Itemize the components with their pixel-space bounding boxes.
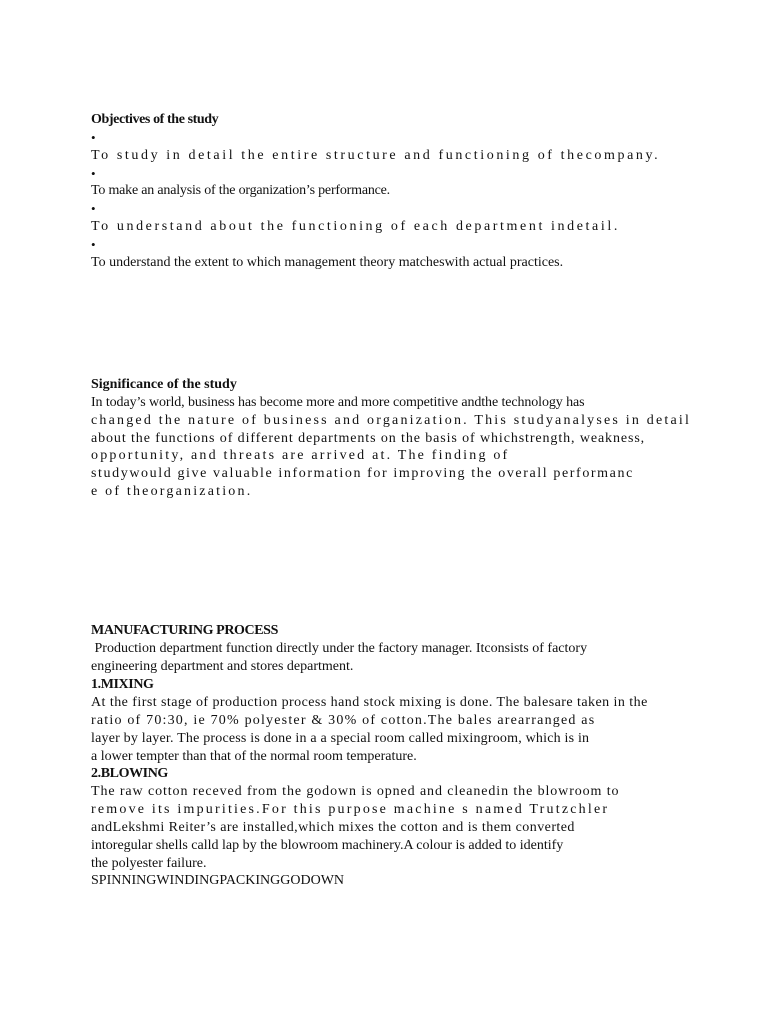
mixing-line-2: ratio of 70:30, ie 70% polyester & 30% of cotton.The bales arearranged as (91, 713, 596, 728)
blowing-line-4: intoregular shells calld lap by the blowroom machinery.A colour is added to identify (91, 838, 564, 853)
manufacturing-intro-line-2: engineering department and stores department. (91, 659, 354, 674)
mixing-line-1: At the first stage of production process hand stock mixing is done. The balesare taken in the (91, 695, 648, 710)
bullet-icon: • (91, 237, 96, 252)
mixing-heading: 1.MIXING (91, 677, 154, 692)
blowing-line-1: The raw cotton receved from the godown is opned and cleanedin the blowroom to (91, 784, 620, 799)
manufacturing-intro-line-1: Production department function directly under the factory manager. Itconsists of factory (91, 641, 588, 656)
blowing-line-3: andLekshmi Reiter’s are installed,which mixes the cotton and is them converted (91, 820, 575, 835)
bullet-icon: • (91, 130, 96, 145)
blowing-heading: 2.BLOWING (91, 766, 168, 781)
significance-line-6: e of theorganization. (91, 484, 253, 499)
blowing-line-2: remove its impurities.For this purpose machine s named Trutzchler (91, 802, 610, 817)
objective-item-1: To study in detail the entire structure and functioning of thecompany. (91, 148, 661, 163)
significance-heading: Significance of the study (91, 377, 237, 392)
significance-line-1: In today’s world, business has become more and more competitive andthe technology has (91, 395, 585, 410)
manufacturing-heading: MANUFACTURING PROCESS (91, 623, 278, 638)
objective-item-2: To make an analysis of the organization’s performance. (91, 183, 390, 198)
objectives-heading: Objectives of the study (91, 112, 219, 127)
mixing-line-3: layer by layer. The process is done in a a special room called mixingroom, which is in (91, 731, 590, 746)
objective-item-3: To understand about the functioning of each department indetail. (91, 219, 620, 234)
bullet-icon: • (91, 166, 96, 181)
significance-line-4: opportunity, and threats are arrived at. The finding of (91, 448, 510, 463)
blowing-line-5: the polyester failure. (91, 856, 207, 871)
objective-item-4: To understand the extent to which management theory matcheswith actual practices. (91, 255, 564, 270)
significance-line-2: changed the nature of business and organization. This studyanalyses in detail (91, 413, 692, 428)
bullet-icon: • (91, 201, 96, 216)
significance-line-3: about the functions of different departments on the basis of whichstrength, weakness, (91, 431, 646, 446)
mixing-line-4: a lower tempter than that of the normal room temperature. (91, 749, 417, 764)
significance-line-5: studywould give valuable information for improving the overall performanc (91, 466, 634, 481)
process-stages-line: SPINNINGWINDINGPACKINGGODOWN (91, 873, 345, 888)
